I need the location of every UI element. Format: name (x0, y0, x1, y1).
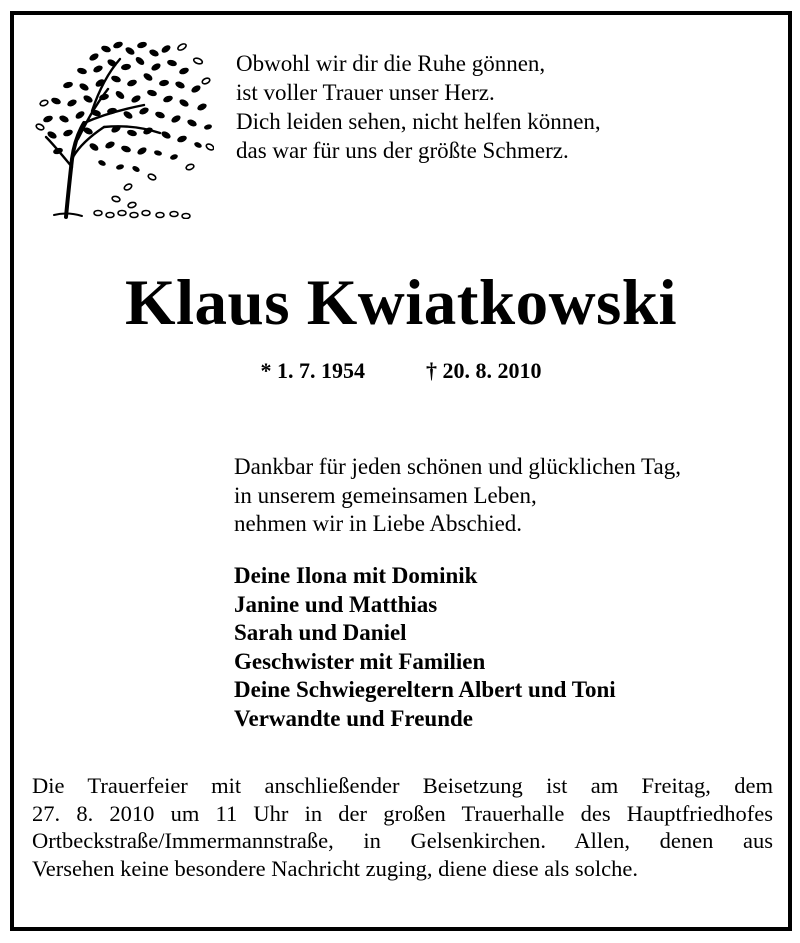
mourners-list (234, 562, 616, 733)
funeral-line: Versehen keine besondere Nachricht zuging, diene diese als solche. (32, 855, 639, 881)
farewell-line: nehmen wir in Liebe Abschied. (234, 511, 523, 536)
mourner-entry: Geschwister mit Familien (234, 648, 486, 674)
mourner-entry: Sarah und Daniel (234, 620, 407, 645)
mourner-entry: Deine Ilona mit Dominik (234, 563, 478, 588)
mourner-entry: Verwandte und Freunde (234, 705, 473, 731)
windblown-tree-icon (32, 27, 214, 219)
farewell-text (234, 453, 681, 539)
deceased-name: Klaus Kwiatkowski (124, 267, 678, 339)
mourner-entry: Janine und Matthias (234, 591, 438, 617)
funeral-line: 27. 8. 2010 um 11 Uhr in der großen Trauerhalle des Hauptfriedhofes (32, 800, 773, 826)
poem-line: Dich leiden sehen, nicht helfen können, (236, 109, 601, 134)
birth-date: * 1. 7. 1954 (260, 358, 365, 383)
farewell-line: Dankbar für jeden schönen und glücklichen Tag, (234, 454, 681, 479)
death-date: † 20. 8. 2010 (426, 358, 542, 383)
life-dates (14, 358, 788, 384)
mourner-entry: Deine Schwiegereltern Albert und Toni (234, 677, 616, 702)
obituary-notice (10, 11, 792, 931)
memorial-poem (236, 49, 601, 165)
poem-line: ist voller Trauer unser Herz. (236, 80, 495, 105)
funeral-line: Ortbeckstraße/Immermannstraße, in Gelsenkirchen. Allen, denen aus (32, 828, 773, 853)
poem-line: Obwohl wir dir die Ruhe gönnen, (236, 51, 546, 76)
poem-line: das war für uns der größte Schmerz. (236, 138, 569, 163)
funeral-line: Die Trauerfeier mit anschließender Beisetzung ist am Freitag, dem (32, 773, 773, 798)
funeral-announcement (32, 772, 773, 882)
farewell-line: in unserem gemeinsamen Leben, (234, 482, 537, 508)
